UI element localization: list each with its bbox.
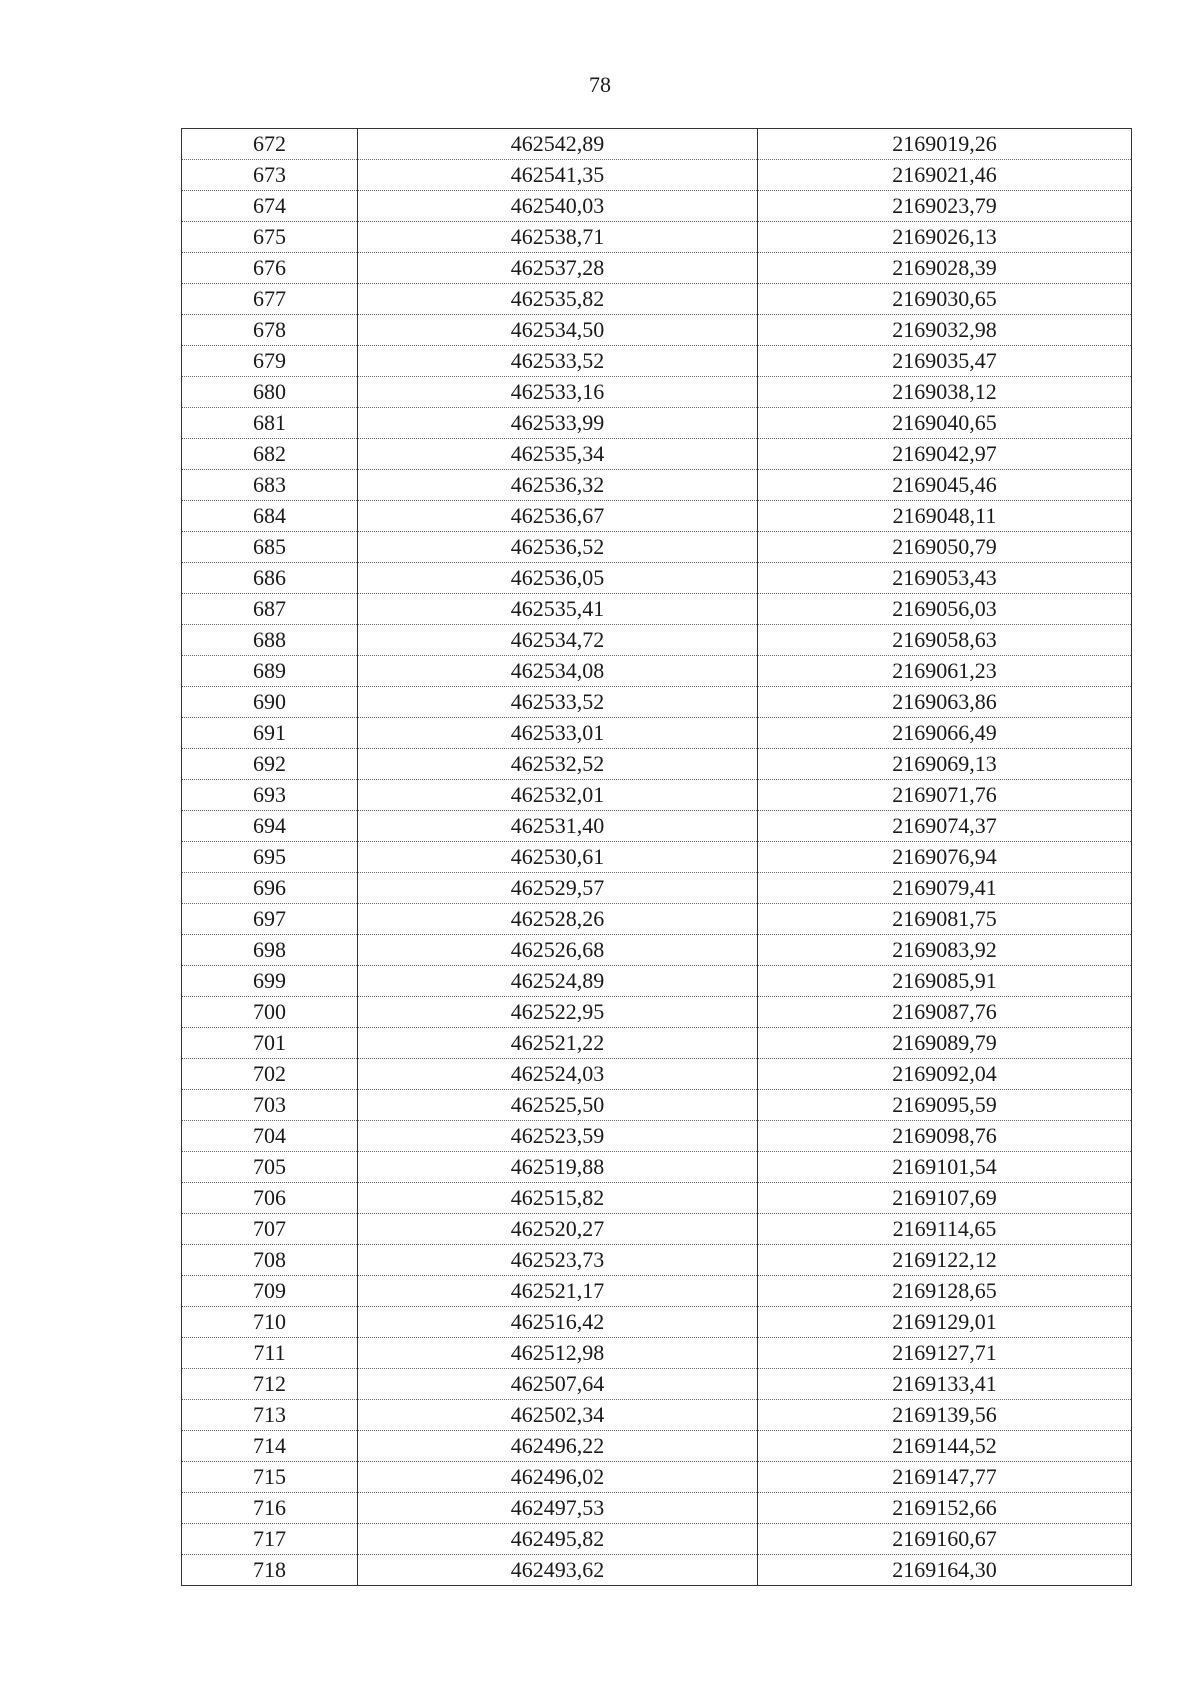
- table-row: [182, 1090, 1132, 1121]
- x-coordinate-cell: 462531,40: [358, 811, 758, 842]
- x-coordinate-cell: 462524,89: [358, 966, 758, 997]
- point-number-cell: 703: [182, 1090, 358, 1121]
- table-row: [182, 1369, 1132, 1400]
- point-number-cell: 704: [182, 1121, 358, 1152]
- x-coordinate-cell: 462519,88: [358, 1152, 758, 1183]
- point-number-cell: 682: [182, 439, 358, 470]
- table-row: [182, 129, 1132, 160]
- y-coordinate-cell: 2169023,79: [758, 191, 1132, 222]
- point-number-cell: 677: [182, 284, 358, 315]
- point-number-cell: 676: [182, 253, 358, 284]
- y-coordinate-cell: 2169030,65: [758, 284, 1132, 315]
- y-coordinate-cell: 2169107,69: [758, 1183, 1132, 1214]
- point-number-cell: 674: [182, 191, 358, 222]
- table-row: [182, 997, 1132, 1028]
- y-coordinate-cell: 2169058,63: [758, 625, 1132, 656]
- y-coordinate-cell: 2169089,79: [758, 1028, 1132, 1059]
- point-number-cell: 686: [182, 563, 358, 594]
- x-coordinate-cell: 462534,50: [358, 315, 758, 346]
- x-coordinate-cell: 462538,71: [358, 222, 758, 253]
- table-row: [182, 470, 1132, 501]
- table-row: [182, 780, 1132, 811]
- x-coordinate-cell: 462534,72: [358, 625, 758, 656]
- x-coordinate-cell: 462540,03: [358, 191, 758, 222]
- table-row: [182, 346, 1132, 377]
- point-number-cell: 680: [182, 377, 358, 408]
- y-coordinate-cell: 2169095,59: [758, 1090, 1132, 1121]
- y-coordinate-cell: 2169160,67: [758, 1524, 1132, 1555]
- y-coordinate-cell: 2169098,76: [758, 1121, 1132, 1152]
- x-coordinate-cell: 462541,35: [358, 160, 758, 191]
- table-row: [182, 439, 1132, 470]
- y-coordinate-cell: 2169081,75: [758, 904, 1132, 935]
- point-number-cell: 699: [182, 966, 358, 997]
- x-coordinate-cell: 462529,57: [358, 873, 758, 904]
- y-coordinate-cell: 2169069,13: [758, 749, 1132, 780]
- point-number-cell: 702: [182, 1059, 358, 1090]
- table-row: [182, 408, 1132, 439]
- point-number-cell: 718: [182, 1555, 358, 1586]
- table-row: [182, 1400, 1132, 1431]
- table-row: [182, 935, 1132, 966]
- x-coordinate-cell: 462512,98: [358, 1338, 758, 1369]
- x-coordinate-cell: 462534,08: [358, 656, 758, 687]
- point-number-cell: 705: [182, 1152, 358, 1183]
- x-coordinate-cell: 462507,64: [358, 1369, 758, 1400]
- x-coordinate-cell: 462515,82: [358, 1183, 758, 1214]
- point-number-cell: 714: [182, 1431, 358, 1462]
- point-number-cell: 693: [182, 780, 358, 811]
- table-row: [182, 1524, 1132, 1555]
- x-coordinate-cell: 462493,62: [358, 1555, 758, 1586]
- x-coordinate-cell: 462532,52: [358, 749, 758, 780]
- x-coordinate-cell: 462526,68: [358, 935, 758, 966]
- x-coordinate-cell: 462535,34: [358, 439, 758, 470]
- table-row: [182, 656, 1132, 687]
- x-coordinate-cell: 462533,99: [358, 408, 758, 439]
- y-coordinate-cell: 2169139,56: [758, 1400, 1132, 1431]
- x-coordinate-cell: 462522,95: [358, 997, 758, 1028]
- point-number-cell: 684: [182, 501, 358, 532]
- y-coordinate-cell: 2169056,03: [758, 594, 1132, 625]
- y-coordinate-cell: 2169079,41: [758, 873, 1132, 904]
- point-number-cell: 690: [182, 687, 358, 718]
- point-number-cell: 675: [182, 222, 358, 253]
- x-coordinate-cell: 462536,32: [358, 470, 758, 501]
- y-coordinate-cell: 2169083,92: [758, 935, 1132, 966]
- x-coordinate-cell: 462533,01: [358, 718, 758, 749]
- table-row: [182, 1431, 1132, 1462]
- table-row: [182, 315, 1132, 346]
- x-coordinate-cell: 462535,41: [358, 594, 758, 625]
- y-coordinate-cell: 2169048,11: [758, 501, 1132, 532]
- y-coordinate-cell: 2169144,52: [758, 1431, 1132, 1462]
- y-coordinate-cell: 2169128,65: [758, 1276, 1132, 1307]
- point-number-cell: 685: [182, 532, 358, 563]
- point-number-cell: 698: [182, 935, 358, 966]
- table-row: [182, 1214, 1132, 1245]
- y-coordinate-cell: 2169085,91: [758, 966, 1132, 997]
- x-coordinate-cell: 462537,28: [358, 253, 758, 284]
- table-row: [182, 1183, 1132, 1214]
- point-number-cell: 700: [182, 997, 358, 1028]
- y-coordinate-cell: 2169063,86: [758, 687, 1132, 718]
- point-number-cell: 681: [182, 408, 358, 439]
- y-coordinate-cell: 2169042,97: [758, 439, 1132, 470]
- y-coordinate-cell: 2169019,26: [758, 129, 1132, 160]
- point-number-cell: 696: [182, 873, 358, 904]
- table-row: [182, 501, 1132, 532]
- y-coordinate-cell: 2169066,49: [758, 718, 1132, 749]
- table-row: [182, 1493, 1132, 1524]
- x-coordinate-cell: 462497,53: [358, 1493, 758, 1524]
- point-number-cell: 691: [182, 718, 358, 749]
- table-row: [182, 1462, 1132, 1493]
- y-coordinate-cell: 2169164,30: [758, 1555, 1132, 1586]
- table-row: [182, 873, 1132, 904]
- table-row: [182, 1245, 1132, 1276]
- point-number-cell: 678: [182, 315, 358, 346]
- y-coordinate-cell: 2169026,13: [758, 222, 1132, 253]
- table-row: [182, 1555, 1132, 1586]
- y-coordinate-cell: 2169129,01: [758, 1307, 1132, 1338]
- table-row: [182, 811, 1132, 842]
- y-coordinate-cell: 2169152,66: [758, 1493, 1132, 1524]
- page-number: 78: [589, 72, 611, 97]
- y-coordinate-cell: 2169074,37: [758, 811, 1132, 842]
- point-number-cell: 710: [182, 1307, 358, 1338]
- y-coordinate-cell: 2169076,94: [758, 842, 1132, 873]
- x-coordinate-cell: 462532,01: [358, 780, 758, 811]
- table-row: [182, 904, 1132, 935]
- coordinates-table-body: [182, 129, 1132, 1586]
- x-coordinate-cell: 462525,50: [358, 1090, 758, 1121]
- point-number-cell: 692: [182, 749, 358, 780]
- x-coordinate-cell: 462502,34: [358, 1400, 758, 1431]
- y-coordinate-cell: 2169035,47: [758, 346, 1132, 377]
- table-row: [182, 284, 1132, 315]
- x-coordinate-cell: 462536,52: [358, 532, 758, 563]
- y-coordinate-cell: 2169114,65: [758, 1214, 1132, 1245]
- y-coordinate-cell: 2169061,23: [758, 656, 1132, 687]
- table-row: [182, 718, 1132, 749]
- y-coordinate-cell: 2169147,77: [758, 1462, 1132, 1493]
- point-number-cell: 707: [182, 1214, 358, 1245]
- point-number-cell: 673: [182, 160, 358, 191]
- y-coordinate-cell: 2169021,46: [758, 160, 1132, 191]
- table-row: [182, 842, 1132, 873]
- table-row: [182, 966, 1132, 997]
- x-coordinate-cell: 462536,67: [358, 501, 758, 532]
- table-row: [182, 625, 1132, 656]
- table-row: [182, 160, 1132, 191]
- table-row: [182, 1121, 1132, 1152]
- x-coordinate-cell: 462523,59: [358, 1121, 758, 1152]
- point-number-cell: 683: [182, 470, 358, 501]
- table-row: [182, 563, 1132, 594]
- x-coordinate-cell: 462496,22: [358, 1431, 758, 1462]
- x-coordinate-cell: 462533,16: [358, 377, 758, 408]
- y-coordinate-cell: 2169028,39: [758, 253, 1132, 284]
- table-row: [182, 749, 1132, 780]
- point-number-cell: 687: [182, 594, 358, 625]
- table-row: [182, 687, 1132, 718]
- y-coordinate-cell: 2169050,79: [758, 532, 1132, 563]
- x-coordinate-cell: 462533,52: [358, 346, 758, 377]
- point-number-cell: 713: [182, 1400, 358, 1431]
- y-coordinate-cell: 2169127,71: [758, 1338, 1132, 1369]
- y-coordinate-cell: 2169032,98: [758, 315, 1132, 346]
- x-coordinate-cell: 462528,26: [358, 904, 758, 935]
- point-number-cell: 711: [182, 1338, 358, 1369]
- x-coordinate-cell: 462521,17: [358, 1276, 758, 1307]
- y-coordinate-cell: 2169101,54: [758, 1152, 1132, 1183]
- x-coordinate-cell: 462535,82: [358, 284, 758, 315]
- y-coordinate-cell: 2169133,41: [758, 1369, 1132, 1400]
- table-row: [182, 1028, 1132, 1059]
- point-number-cell: 706: [182, 1183, 358, 1214]
- x-coordinate-cell: 462536,05: [358, 563, 758, 594]
- y-coordinate-cell: 2169092,04: [758, 1059, 1132, 1090]
- x-coordinate-cell: 462495,82: [358, 1524, 758, 1555]
- table-row: [182, 253, 1132, 284]
- point-number-cell: 672: [182, 129, 358, 160]
- table-row: [182, 594, 1132, 625]
- x-coordinate-cell: 462520,27: [358, 1214, 758, 1245]
- x-coordinate-cell: 462521,22: [358, 1028, 758, 1059]
- point-number-cell: 716: [182, 1493, 358, 1524]
- x-coordinate-cell: 462542,89: [358, 129, 758, 160]
- x-coordinate-cell: 462523,73: [358, 1245, 758, 1276]
- x-coordinate-cell: 462533,52: [358, 687, 758, 718]
- table-row: [182, 377, 1132, 408]
- point-number-cell: 712: [182, 1369, 358, 1400]
- point-number-cell: 697: [182, 904, 358, 935]
- y-coordinate-cell: 2169045,46: [758, 470, 1132, 501]
- y-coordinate-cell: 2169087,76: [758, 997, 1132, 1028]
- x-coordinate-cell: 462530,61: [358, 842, 758, 873]
- point-number-cell: 694: [182, 811, 358, 842]
- y-coordinate-cell: 2169122,12: [758, 1245, 1132, 1276]
- point-number-cell: 689: [182, 656, 358, 687]
- y-coordinate-cell: 2169038,12: [758, 377, 1132, 408]
- point-number-cell: 717: [182, 1524, 358, 1555]
- table-row: [182, 222, 1132, 253]
- point-number-cell: 688: [182, 625, 358, 656]
- point-number-cell: 679: [182, 346, 358, 377]
- table-row: [182, 1152, 1132, 1183]
- coordinates-table: [181, 128, 1132, 1586]
- point-number-cell: 709: [182, 1276, 358, 1307]
- x-coordinate-cell: 462524,03: [358, 1059, 758, 1090]
- y-coordinate-cell: 2169053,43: [758, 563, 1132, 594]
- x-coordinate-cell: 462496,02: [358, 1462, 758, 1493]
- table-row: [182, 1059, 1132, 1090]
- table-row: [182, 1276, 1132, 1307]
- y-coordinate-cell: 2169040,65: [758, 408, 1132, 439]
- y-coordinate-cell: 2169071,76: [758, 780, 1132, 811]
- table-row: [182, 1307, 1132, 1338]
- table-row: [182, 191, 1132, 222]
- point-number-cell: 708: [182, 1245, 358, 1276]
- point-number-cell: 701: [182, 1028, 358, 1059]
- table-row: [182, 532, 1132, 563]
- point-number-cell: 715: [182, 1462, 358, 1493]
- table-row: [182, 1338, 1132, 1369]
- point-number-cell: 695: [182, 842, 358, 873]
- x-coordinate-cell: 462516,42: [358, 1307, 758, 1338]
